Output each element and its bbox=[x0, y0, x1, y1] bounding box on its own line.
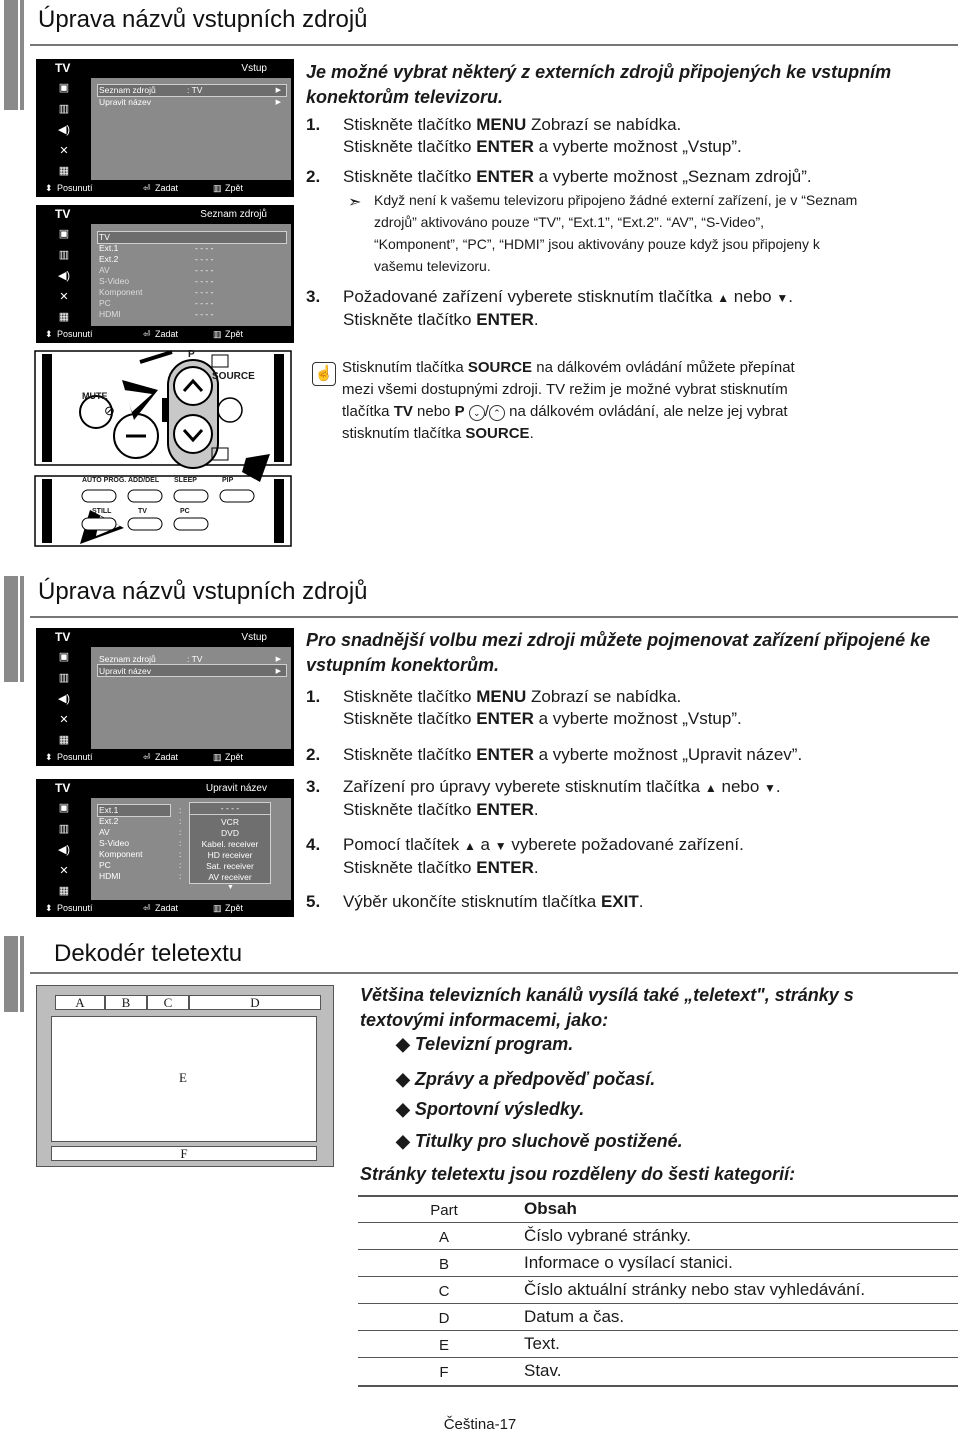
button-name: ENTER bbox=[476, 310, 534, 329]
osd-row[interactable]: Ext.1 bbox=[99, 805, 119, 815]
note-line: vašemu televizoru. bbox=[374, 258, 491, 274]
footer-move: Posunutí bbox=[57, 752, 93, 762]
osd-icon-column bbox=[39, 647, 89, 749]
note-line: Když není k vašemu televizoru připojeno žádné externí zařízení, je v “Seznam bbox=[374, 192, 858, 208]
table-cell-part: A bbox=[438, 1229, 449, 1246]
chevron-down-icon: ⌄ bbox=[469, 405, 485, 421]
remote-p-label: P bbox=[188, 349, 195, 360]
osd-row[interactable]: Ext.2 bbox=[99, 816, 119, 826]
hint-line: na dálkovém ovládání, ale nelze jej vybrat bbox=[504, 403, 788, 420]
remote-btn-label: TV bbox=[138, 508, 147, 515]
footer-move: Posunutí bbox=[57, 329, 93, 339]
osd-row[interactable]: Ext.1 bbox=[99, 243, 119, 253]
arrow-up-icon: ▲ bbox=[463, 839, 476, 853]
osd-icon-column bbox=[39, 798, 89, 900]
channel-icon: ✕ bbox=[59, 291, 69, 303]
osd-icon-column bbox=[39, 78, 89, 180]
channel-icon: ✕ bbox=[59, 865, 69, 877]
osd-dashes: - - - - bbox=[195, 265, 214, 275]
osd-colon: : bbox=[179, 849, 182, 859]
table-row bbox=[358, 1359, 958, 1386]
teletext-part-d: D bbox=[189, 995, 321, 1010]
table-header bbox=[358, 1197, 958, 1224]
bullet-item bbox=[396, 1069, 655, 1090]
osd-row-edit-name[interactable]: Upravit název bbox=[99, 666, 151, 676]
section-title: Úprava názvů vstupních zdrojů bbox=[38, 6, 368, 33]
step-text: Pomocí tlačítek bbox=[343, 835, 464, 854]
diamond-icon: ◆ bbox=[396, 1131, 410, 1151]
remote-illustration bbox=[34, 350, 294, 548]
arrow-down-icon: ▼ bbox=[776, 291, 789, 305]
button-name: SOURCE bbox=[467, 359, 533, 376]
note-text bbox=[374, 189, 960, 277]
footer-back: Zpět bbox=[225, 752, 244, 762]
button-name: MENU bbox=[476, 115, 527, 134]
osd-row[interactable]: S-Video bbox=[99, 838, 130, 848]
osd-option[interactable]: Kabel. receiver bbox=[201, 839, 259, 849]
osd-tv-label: TV bbox=[55, 61, 71, 75]
table-row bbox=[358, 1305, 958, 1332]
input-icon: ▣ bbox=[58, 82, 70, 94]
table-cell-content: Stav. bbox=[524, 1361, 562, 1380]
step-number: 2. bbox=[306, 167, 321, 186]
footer-enter: Zadat bbox=[155, 752, 179, 762]
osd-option[interactable]: AV receiver bbox=[208, 872, 252, 882]
picture-icon: ▥ bbox=[58, 672, 70, 684]
arrow-right-icon: ▶ bbox=[275, 668, 281, 675]
osd-row-edit-name[interactable]: Upravit název bbox=[99, 97, 151, 107]
footer-move: Posunutí bbox=[57, 903, 93, 913]
step-number: 5. bbox=[306, 892, 321, 911]
sound-icon: ◀) bbox=[57, 844, 71, 856]
arrow-down-icon: ▼ bbox=[494, 839, 507, 853]
osd-option[interactable]: Sat. receiver bbox=[206, 861, 254, 871]
hint-text bbox=[342, 357, 958, 445]
button-name: ENTER bbox=[476, 137, 534, 156]
enter-icon: ⏎ bbox=[143, 752, 151, 762]
input-icon: ▣ bbox=[58, 228, 70, 240]
bullet-item bbox=[396, 1099, 584, 1120]
button-name: ENTER bbox=[476, 167, 534, 186]
section-bar bbox=[4, 0, 18, 110]
step-text: Výběr ukončíte stisknutím tlačítka bbox=[343, 892, 601, 911]
osd-highlight bbox=[97, 231, 287, 244]
channel-icon: ✕ bbox=[59, 145, 69, 157]
osd-dashes: - - - - bbox=[195, 254, 214, 264]
bullet-text: Zprávy a předpověď počasí. bbox=[414, 1069, 656, 1089]
section-title: Dekodér teletextu bbox=[54, 940, 243, 967]
step-text: . bbox=[638, 892, 644, 911]
osd-row[interactable]: PC bbox=[99, 860, 111, 870]
table-cell-content: Informace o vysílací stanici. bbox=[524, 1253, 733, 1272]
footer-back: Zpět bbox=[225, 903, 244, 913]
arrow-down-icon: ▼ bbox=[227, 884, 234, 891]
step-text: a vyberte možnost „Vstup”. bbox=[533, 137, 742, 156]
arrow-up-icon: ▲ bbox=[704, 781, 717, 795]
footer-enter: Zadat bbox=[155, 329, 179, 339]
table-rule bbox=[358, 1222, 958, 1223]
step-number: 1. bbox=[306, 687, 321, 706]
table-cell-part: E bbox=[438, 1337, 449, 1354]
hint-line: Stisknutím tlačítka bbox=[342, 359, 468, 376]
button-name: ENTER bbox=[476, 745, 534, 764]
step-text: Zařízení pro úpravy vyberete stisknutím tlačítka bbox=[343, 777, 705, 796]
table-cell-content: Číslo vybrané stránky. bbox=[524, 1226, 691, 1245]
remote-btn-label: ADD/DEL bbox=[128, 477, 160, 484]
osd-colon: : bbox=[179, 860, 182, 870]
step-number: 4. bbox=[306, 835, 321, 854]
section-bar-thin bbox=[20, 0, 24, 110]
remote-source-label: SOURCE bbox=[212, 371, 255, 382]
teletext-intro: Většina televizních kanálů vysílá také „teletext", stránky s textovými informacemi, jako: bbox=[360, 985, 854, 1030]
sound-icon: ◀) bbox=[57, 124, 71, 136]
table-header-content: Obsah bbox=[524, 1199, 577, 1218]
step-text: Stiskněte tlačítko bbox=[343, 167, 477, 186]
table-cell-part: F bbox=[439, 1364, 449, 1381]
table-rule bbox=[358, 1276, 958, 1277]
step-text: Stiskněte tlačítko bbox=[343, 115, 477, 134]
diamond-icon: ◆ bbox=[396, 1099, 410, 1119]
hint-line: stisknutím tlačítka bbox=[342, 425, 466, 442]
table-rule bbox=[358, 1249, 958, 1250]
osd-row[interactable]: HDMI bbox=[99, 871, 121, 881]
teletext-part-b: B bbox=[105, 995, 147, 1010]
button-name: MENU bbox=[476, 687, 527, 706]
diamond-icon: ◆ bbox=[396, 1069, 410, 1089]
table-row bbox=[358, 1224, 958, 1251]
osd-footer bbox=[37, 326, 293, 342]
osd-option[interactable]: DVD bbox=[221, 828, 239, 838]
hint-line: / bbox=[484, 403, 489, 420]
table-row bbox=[358, 1251, 958, 1278]
step-text: Stiskněte tlačítko bbox=[343, 709, 477, 728]
bullet-item bbox=[396, 1131, 683, 1152]
osd-row-value: : TV bbox=[187, 654, 203, 664]
osd-row-value: : TV bbox=[187, 85, 203, 95]
remote-btn-label: AUTO PROG. bbox=[82, 477, 127, 484]
table-cell-content: Datum a čas. bbox=[524, 1307, 625, 1326]
step-text: a vyberte možnost „Seznam zdrojů”. bbox=[533, 167, 812, 186]
setup-icon: ▦ bbox=[58, 311, 70, 323]
remote-btn-label: PC bbox=[180, 508, 190, 515]
step-text: Stiskněte tlačítko bbox=[343, 137, 477, 156]
arrow-down-icon: ▼ bbox=[764, 781, 776, 795]
osd-dashes: - - - - bbox=[195, 287, 214, 297]
step-text: . bbox=[775, 777, 781, 796]
osd-colon: : bbox=[179, 827, 182, 837]
osd-row[interactable]: Ext.2 bbox=[99, 254, 119, 264]
osd-row-source-list[interactable]: Seznam zdrojů bbox=[99, 85, 156, 95]
osd-tv-label: TV bbox=[55, 781, 71, 795]
section-rule bbox=[30, 972, 958, 974]
teletext-part-a: A bbox=[55, 995, 105, 1010]
step-number: 3. bbox=[306, 777, 321, 796]
osd-row[interactable]: AV bbox=[99, 265, 110, 275]
categories-title: Stránky teletextu jsou rozděleny do šesti kategorií: bbox=[360, 1164, 796, 1184]
table-rule bbox=[358, 1357, 958, 1358]
table-row bbox=[358, 1278, 958, 1305]
step-text: Stiskněte tlačítko bbox=[343, 745, 477, 764]
diamond-icon: ◆ bbox=[396, 1034, 410, 1054]
table-cell-content: Text. bbox=[524, 1334, 560, 1353]
table-cell-part: B bbox=[438, 1256, 449, 1273]
section-bar bbox=[4, 936, 18, 1012]
updown-icon: ⬍ bbox=[45, 329, 53, 339]
step-text: Zobrazí se nabídka. bbox=[526, 687, 682, 706]
hint-line: na dálkovém ovládání můžete přepínat bbox=[532, 359, 795, 376]
button-name: SOURCE bbox=[465, 425, 530, 442]
input-icon: ▣ bbox=[58, 802, 70, 814]
osd-dashes: - - - - bbox=[195, 309, 214, 319]
setup-icon: ▦ bbox=[58, 165, 70, 177]
table-row bbox=[358, 1332, 958, 1359]
section-bar-thin bbox=[20, 936, 24, 1012]
arrow-up-icon: ▲ bbox=[717, 291, 730, 305]
remote-btn-label: SLEEP bbox=[174, 477, 197, 484]
osd-dashes: - - - - bbox=[195, 276, 214, 286]
remote-btn-label: PIP bbox=[222, 477, 234, 484]
updown-icon: ⬍ bbox=[45, 903, 53, 913]
osd-title: Vstup bbox=[241, 63, 267, 74]
osd-row[interactable]: Komponent bbox=[99, 849, 143, 859]
hint-line: tlačítka bbox=[342, 403, 394, 420]
step-text: Stiskněte tlačítko bbox=[343, 800, 477, 819]
button-name: ENTER bbox=[476, 709, 534, 728]
osd-dashes: - - - - bbox=[195, 298, 214, 308]
osd-option[interactable]: VCR bbox=[221, 817, 239, 827]
footer-enter: Zadat bbox=[155, 903, 179, 913]
osd-row[interactable]: AV bbox=[99, 827, 110, 837]
footer-enter: Zadat bbox=[155, 183, 179, 193]
intro-text: Pro snadnější volbu mezi zdroji můžete pojmenovat zařízení připojené ke vstupním konektorům. bbox=[306, 630, 931, 675]
osd-row[interactable]: TV bbox=[99, 232, 110, 242]
step-text: a vyberte možnost „Vstup”. bbox=[533, 709, 742, 728]
osd-dropdown[interactable] bbox=[189, 802, 271, 884]
button-name: ENTER bbox=[476, 858, 534, 877]
section-rule bbox=[30, 616, 958, 618]
svg-text:⊘: ⊘ bbox=[104, 403, 115, 418]
osd-row-source-list[interactable]: Seznam zdrojů bbox=[99, 654, 156, 664]
section-bar-thin bbox=[20, 576, 24, 682]
step-text: nebo bbox=[729, 287, 777, 306]
osd-panel bbox=[91, 647, 291, 749]
step-text: nebo bbox=[716, 777, 765, 796]
osd-colon: : bbox=[179, 871, 182, 881]
table-cell-content: Číslo aktuální stránky nebo stav vyhledávání. bbox=[524, 1280, 866, 1299]
footer-back: Zpět bbox=[225, 183, 244, 193]
osd-colon: : bbox=[179, 805, 182, 815]
table-cell-part: C bbox=[438, 1283, 450, 1300]
osd-row[interactable]: PC bbox=[99, 298, 111, 308]
remote-btn-label: STILL bbox=[92, 508, 112, 515]
bullet-item bbox=[396, 1034, 573, 1055]
setup-icon: ▦ bbox=[58, 734, 70, 746]
updown-icon: ⬍ bbox=[45, 752, 53, 762]
osd-tv-label: TV bbox=[55, 207, 71, 221]
picture-icon: ▥ bbox=[58, 249, 70, 261]
step-text: . bbox=[533, 858, 539, 877]
table-header-part: Part bbox=[430, 1202, 458, 1219]
picture-icon: ▥ bbox=[58, 823, 70, 835]
osd-footer bbox=[37, 900, 293, 916]
bullet-text: Sportovní výsledky. bbox=[414, 1099, 585, 1119]
osd-row[interactable]: HDMI bbox=[99, 309, 121, 319]
return-icon: ▥ bbox=[213, 903, 222, 913]
osd-dashes: - - - - bbox=[195, 243, 214, 253]
enter-icon: ⏎ bbox=[143, 183, 151, 193]
button-name: ENTER bbox=[476, 800, 534, 819]
step-text: Požadované zařízení vyberete stisknutím tlačítka bbox=[343, 287, 718, 306]
hint-line: nebo bbox=[412, 403, 455, 420]
osd-colon: : bbox=[179, 816, 182, 826]
teletext-part-e: E bbox=[179, 1070, 187, 1085]
button-name: EXIT bbox=[600, 892, 639, 911]
table-rule bbox=[358, 1385, 958, 1387]
osd-option[interactable]: HD receiver bbox=[207, 850, 253, 860]
step-text: . bbox=[533, 800, 539, 819]
teletext-part-f: F bbox=[51, 1146, 317, 1161]
setup-icon: ▦ bbox=[58, 885, 70, 897]
step-text: Stiskněte tlačítko bbox=[343, 858, 477, 877]
enter-icon: ⏎ bbox=[143, 903, 151, 913]
osd-row[interactable]: S-Video bbox=[99, 276, 130, 286]
arrow-right-icon: ▶ bbox=[275, 87, 281, 94]
arrow-right-icon: ▶ bbox=[275, 656, 281, 663]
page-number: Čeština-17 bbox=[443, 1416, 517, 1433]
return-icon: ▥ bbox=[213, 183, 222, 193]
step-text: Stiskněte tlačítko bbox=[343, 687, 477, 706]
osd-menu-input bbox=[36, 59, 294, 197]
table-rule bbox=[358, 1330, 958, 1331]
osd-dropdown-current: - - - - bbox=[190, 803, 270, 815]
return-icon: ▥ bbox=[213, 752, 222, 762]
step-number: 2. bbox=[306, 745, 321, 764]
remote-mute-label: MUTE bbox=[82, 391, 108, 401]
note-line: zdrojů” aktivováno pouze “TV”, “Ext.1”, “Ext.2”. “AV”, “S-Video”, bbox=[374, 214, 765, 230]
osd-title: Seznam zdrojů bbox=[200, 209, 267, 220]
return-icon: ▥ bbox=[213, 329, 222, 339]
step-text: a bbox=[475, 835, 495, 854]
picture-icon: ▥ bbox=[58, 103, 70, 115]
footer-back: Zpět bbox=[225, 329, 244, 339]
section-rule bbox=[30, 44, 958, 46]
osd-footer bbox=[37, 180, 293, 196]
osd-footer bbox=[37, 749, 293, 765]
note-line: “Komponent”, “PC”, “HDMI” jsou aktivovány pouze když jsou připojeny k bbox=[374, 236, 820, 252]
step-text: . bbox=[788, 287, 793, 306]
step-text: . bbox=[533, 310, 539, 329]
osd-title: Upravit název bbox=[205, 783, 267, 794]
hint-line: mezi všemi dostupnými zdroji. TV režim je možné vybrat stisknutím bbox=[342, 381, 788, 398]
osd-title: Vstup bbox=[241, 632, 267, 643]
sound-icon: ◀) bbox=[57, 270, 71, 282]
table-cell-part: D bbox=[438, 1310, 450, 1327]
osd-menu-input bbox=[36, 628, 294, 766]
arrow-right-icon: ▶ bbox=[275, 99, 281, 106]
footer-move: Posunutí bbox=[57, 183, 93, 193]
bullet-text: Titulky pro sluchově postižené. bbox=[414, 1131, 683, 1151]
sound-icon: ◀) bbox=[57, 693, 71, 705]
updown-icon: ⬍ bbox=[45, 183, 53, 193]
table-rule bbox=[358, 1303, 958, 1304]
input-icon: ▣ bbox=[58, 651, 70, 663]
bullet-text: Televizní program. bbox=[414, 1034, 574, 1054]
hand-icon: ☝ bbox=[312, 362, 336, 386]
channel-icon: ✕ bbox=[59, 714, 69, 726]
enter-icon: ⏎ bbox=[143, 329, 151, 339]
osd-panel bbox=[91, 78, 291, 180]
osd-row[interactable]: Komponent bbox=[99, 287, 143, 297]
step-text: vyberete požadované zařízení. bbox=[506, 835, 744, 854]
osd-panel bbox=[91, 798, 291, 900]
step-text: Zobrazí se nabídka. bbox=[526, 115, 682, 134]
step-number: 1. bbox=[306, 115, 321, 134]
chevron-up-icon: ⌃ bbox=[489, 405, 505, 421]
intro-text: Je možné vybrat některý z externích zdrojů připojených ke vstupním konektorům televizoru. bbox=[306, 62, 892, 107]
step-text: Stiskněte tlačítko bbox=[343, 310, 477, 329]
osd-menu-edit-name bbox=[36, 779, 294, 917]
note-arrow-icon: ➣ bbox=[348, 194, 362, 211]
osd-panel bbox=[91, 224, 291, 326]
step-text: a vyberte možnost „Upravit název”. bbox=[533, 745, 803, 764]
button-name: TV bbox=[393, 403, 413, 420]
teletext-diagram bbox=[36, 985, 334, 1167]
osd-tv-label: TV bbox=[55, 630, 71, 644]
osd-colon: : bbox=[179, 838, 182, 848]
hint-line: . bbox=[529, 425, 534, 442]
section-bar bbox=[4, 576, 18, 682]
osd-menu-source-list bbox=[36, 205, 294, 343]
section-title: Úprava názvů vstupních zdrojů bbox=[38, 578, 368, 605]
teletext-part-c: C bbox=[147, 995, 189, 1010]
osd-icon-column bbox=[39, 224, 89, 326]
button-name: P bbox=[454, 403, 465, 420]
step-number: 3. bbox=[306, 287, 321, 306]
